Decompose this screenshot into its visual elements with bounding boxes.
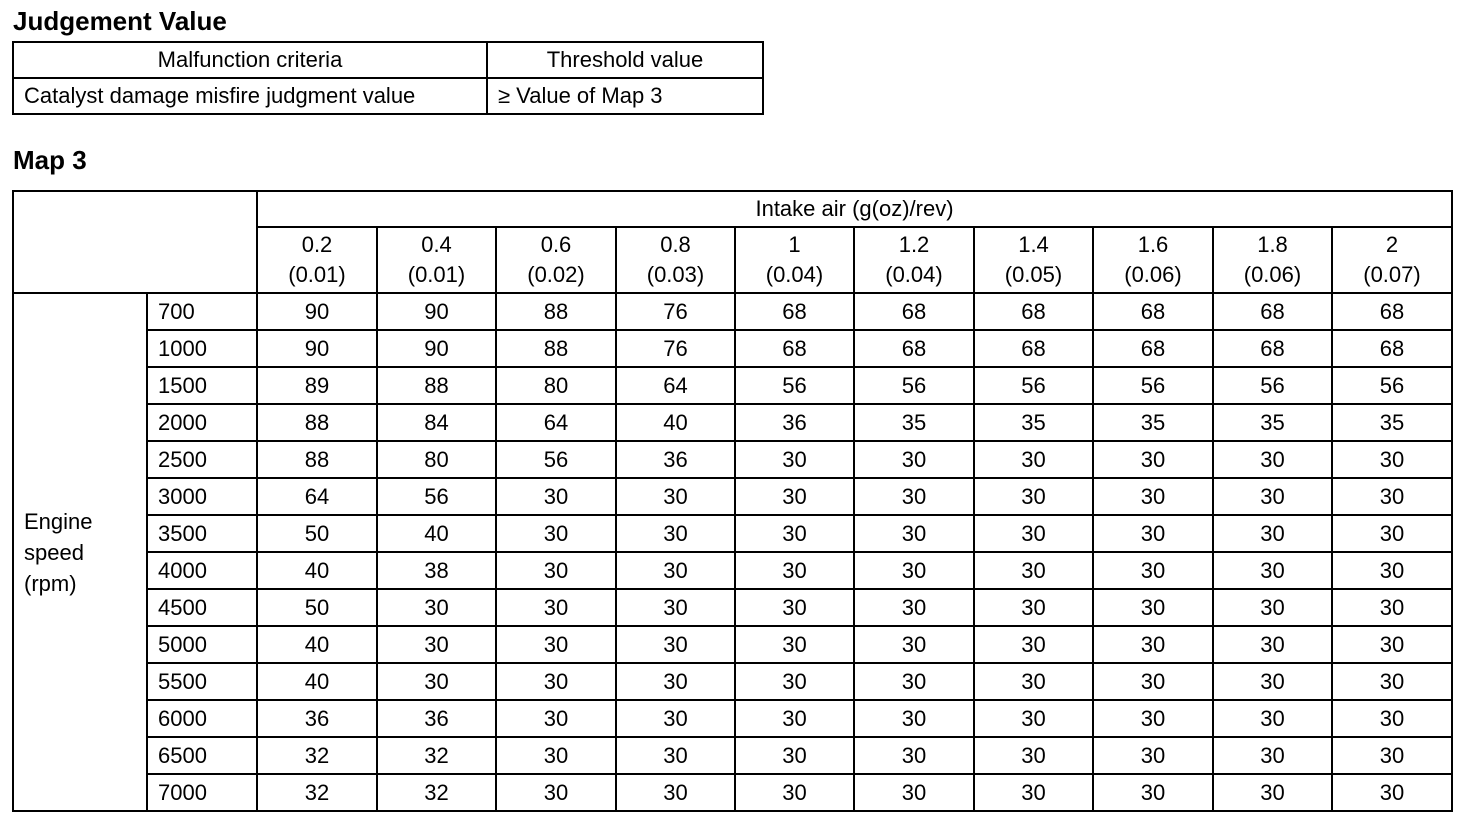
- table-row: [13, 367, 1452, 404]
- rpm-cell: 3500: [147, 515, 257, 552]
- intake-air-column-header: [496, 227, 616, 293]
- engine-speed-label: [13, 293, 147, 811]
- value-cell: 30: [735, 663, 854, 700]
- value-cell: 30: [1093, 589, 1213, 626]
- value-cell: 56: [974, 367, 1093, 404]
- value-cell: 90: [257, 293, 377, 330]
- value-cell: 30: [496, 478, 616, 515]
- value-cell: 68: [854, 330, 974, 367]
- value-cell: 80: [496, 367, 616, 404]
- value-cell: 30: [974, 737, 1093, 774]
- table-row: [13, 626, 1452, 663]
- value-cell: 68: [1093, 293, 1213, 330]
- intake-air-oz-value: (0.04): [885, 262, 943, 287]
- value-cell: 35: [974, 404, 1093, 441]
- intake-air-value: 0.8: [660, 232, 691, 257]
- value-cell: 40: [257, 663, 377, 700]
- value-cell: 30: [974, 589, 1093, 626]
- value-cell: 88: [257, 404, 377, 441]
- value-cell: 84: [377, 404, 496, 441]
- engine-speed-label-line: speed: [24, 539, 84, 565]
- value-cell: 88: [257, 441, 377, 478]
- value-cell: 30: [616, 663, 735, 700]
- value-cell: 88: [496, 330, 616, 367]
- rpm-cell: 6000: [147, 700, 257, 737]
- value-cell: 30: [974, 663, 1093, 700]
- intake-air-value: 2: [1385, 232, 1399, 257]
- rpm-cell: 1000: [147, 330, 257, 367]
- value-cell: 30: [735, 700, 854, 737]
- value-cell: 90: [377, 330, 496, 367]
- value-cell: 56: [1332, 367, 1452, 404]
- value-cell: 88: [377, 367, 496, 404]
- value-cell: 30: [496, 774, 616, 811]
- value-cell: 30: [496, 663, 616, 700]
- value-cell: 68: [974, 293, 1093, 330]
- intake-air-value: 0.6: [540, 232, 572, 257]
- value-cell: 30: [1093, 626, 1213, 663]
- intake-air-value: 1: [788, 232, 801, 257]
- rpm-cell: 3000: [147, 478, 257, 515]
- map-header-row-1: [13, 191, 1452, 227]
- threshold-value-cell: ≥ Value of Map 3: [487, 78, 763, 114]
- value-cell: 30: [1332, 441, 1452, 478]
- value-cell: 38: [377, 552, 496, 589]
- intake-air-oz-value: (0.02): [527, 262, 585, 287]
- intake-air-header: Intake air (g(oz)/rev): [257, 191, 1452, 227]
- value-cell: 30: [1213, 441, 1332, 478]
- value-cell: 30: [974, 774, 1093, 811]
- judgement-header-row: [13, 42, 763, 78]
- intake-air-value: 1.8: [1257, 232, 1288, 257]
- value-cell: 30: [496, 589, 616, 626]
- value-cell: 30: [1213, 478, 1332, 515]
- value-cell: 56: [854, 367, 974, 404]
- value-cell: 64: [257, 478, 377, 515]
- value-cell: 40: [616, 404, 735, 441]
- value-cell: 30: [854, 589, 974, 626]
- value-cell: 68: [854, 293, 974, 330]
- intake-air-oz-value: (0.07): [1363, 262, 1421, 287]
- rpm-cell: 4500: [147, 589, 257, 626]
- rpm-cell: 5000: [147, 626, 257, 663]
- value-cell: 36: [257, 700, 377, 737]
- value-cell: 30: [1093, 441, 1213, 478]
- value-cell: 30: [1332, 478, 1452, 515]
- judgement-table: [12, 41, 764, 115]
- value-cell: 30: [496, 552, 616, 589]
- value-cell: 76: [616, 293, 735, 330]
- value-cell: 30: [616, 552, 735, 589]
- rpm-cell: 7000: [147, 774, 257, 811]
- value-cell: 30: [854, 700, 974, 737]
- value-cell: 30: [616, 515, 735, 552]
- value-cell: 68: [1213, 293, 1332, 330]
- intake-air-oz-value: (0.04): [765, 262, 824, 287]
- intake-air-value: 1.2: [898, 232, 930, 257]
- rpm-cell: 6500: [147, 737, 257, 774]
- table-row: [13, 515, 1452, 552]
- intake-air-value: 0.4: [421, 232, 452, 257]
- value-cell: 30: [496, 700, 616, 737]
- value-cell: 68: [1213, 330, 1332, 367]
- value-cell: 30: [735, 774, 854, 811]
- map-body: [13, 293, 1452, 811]
- value-cell: 30: [854, 441, 974, 478]
- table-row: [13, 589, 1452, 626]
- table-row: [13, 478, 1452, 515]
- value-cell: 30: [616, 478, 735, 515]
- value-cell: 50: [257, 515, 377, 552]
- value-cell: 56: [1093, 367, 1213, 404]
- value-cell: 35: [1332, 404, 1452, 441]
- value-cell: 40: [257, 626, 377, 663]
- value-cell: 30: [974, 700, 1093, 737]
- rpm-cell: 1500: [147, 367, 257, 404]
- intake-air-column-header: [735, 227, 854, 293]
- value-cell: 30: [854, 737, 974, 774]
- map-corner-cell: [13, 191, 257, 293]
- value-cell: 30: [1332, 626, 1452, 663]
- intake-air-column-header: [1332, 227, 1452, 293]
- value-cell: 30: [974, 478, 1093, 515]
- value-cell: 30: [1332, 589, 1452, 626]
- value-cell: 68: [735, 330, 854, 367]
- table-row: [13, 441, 1452, 478]
- value-cell: 30: [1332, 737, 1452, 774]
- threshold-value-header: Threshold value: [487, 42, 763, 78]
- intake-air-value: 1.6: [1137, 232, 1169, 257]
- value-cell: 68: [1093, 330, 1213, 367]
- rpm-cell: 2500: [147, 441, 257, 478]
- value-cell: 32: [377, 737, 496, 774]
- value-cell: 89: [257, 367, 377, 404]
- map-3-table: [12, 190, 1453, 812]
- value-cell: 68: [974, 330, 1093, 367]
- value-cell: 35: [854, 404, 974, 441]
- value-cell: 30: [735, 515, 854, 552]
- intake-air-oz-value: (0.06): [1243, 262, 1302, 287]
- value-cell: 30: [1213, 589, 1332, 626]
- table-row: [13, 663, 1452, 700]
- table-row: [13, 552, 1452, 589]
- value-cell: 90: [377, 293, 496, 330]
- value-cell: 30: [854, 663, 974, 700]
- table-row: [13, 737, 1452, 774]
- value-cell: 68: [735, 293, 854, 330]
- rpm-cell: 700: [147, 293, 257, 330]
- value-cell: 30: [1093, 478, 1213, 515]
- value-cell: 30: [974, 515, 1093, 552]
- rpm-cell: 5500: [147, 663, 257, 700]
- value-cell: 68: [1332, 293, 1452, 330]
- value-cell: 30: [854, 774, 974, 811]
- value-cell: 35: [1093, 404, 1213, 441]
- value-cell: 40: [257, 552, 377, 589]
- value-cell: 30: [735, 441, 854, 478]
- intake-air-value: 0.2: [301, 232, 333, 257]
- intake-air-oz-value: (0.01): [288, 262, 346, 287]
- value-cell: 32: [377, 774, 496, 811]
- value-cell: 30: [974, 626, 1093, 663]
- value-cell: 88: [496, 293, 616, 330]
- value-cell: 30: [1213, 700, 1332, 737]
- value-cell: 30: [735, 626, 854, 663]
- judgement-value-title: Judgement Value: [13, 6, 227, 36]
- value-cell: 30: [735, 737, 854, 774]
- value-cell: 36: [616, 441, 735, 478]
- intake-air-column-header: [1213, 227, 1332, 293]
- value-cell: 90: [257, 330, 377, 367]
- malfunction-criteria-header: Malfunction criteria: [13, 42, 487, 78]
- value-cell: 30: [1093, 552, 1213, 589]
- value-cell: 30: [1332, 700, 1452, 737]
- value-cell: 30: [616, 700, 735, 737]
- value-cell: 30: [496, 515, 616, 552]
- value-cell: 30: [1093, 737, 1213, 774]
- value-cell: 30: [854, 515, 974, 552]
- table-row: [13, 293, 1452, 330]
- value-cell: 30: [735, 589, 854, 626]
- value-cell: 32: [257, 774, 377, 811]
- value-cell: 30: [616, 774, 735, 811]
- rpm-cell: 4000: [147, 552, 257, 589]
- value-cell: 30: [1213, 737, 1332, 774]
- table-row: [13, 330, 1452, 367]
- intake-air-oz-value: (0.03): [646, 262, 705, 287]
- value-cell: 30: [1213, 774, 1332, 811]
- value-cell: 30: [1332, 515, 1452, 552]
- value-cell: 30: [974, 441, 1093, 478]
- table-row: [13, 700, 1452, 737]
- value-cell: 30: [377, 589, 496, 626]
- value-cell: 56: [1213, 367, 1332, 404]
- intake-air-column-header: [377, 227, 496, 293]
- value-cell: 68: [1332, 330, 1452, 367]
- value-cell: 30: [735, 552, 854, 589]
- intake-air-column-header: [1093, 227, 1213, 293]
- value-cell: 30: [377, 663, 496, 700]
- intake-air-oz-value: (0.06): [1124, 262, 1182, 287]
- value-cell: 80: [377, 441, 496, 478]
- value-cell: 30: [1093, 515, 1213, 552]
- value-cell: 30: [1093, 700, 1213, 737]
- value-cell: 64: [616, 367, 735, 404]
- intake-air-value: 1.4: [1018, 232, 1049, 257]
- value-cell: 30: [1213, 552, 1332, 589]
- value-cell: 36: [377, 700, 496, 737]
- value-cell: 30: [1093, 774, 1213, 811]
- intake-air-oz-value: (0.01): [407, 262, 466, 287]
- intake-air-oz-value: (0.05): [1004, 262, 1063, 287]
- engine-speed-label-line: (rpm): [24, 570, 77, 596]
- table-row: [13, 404, 1452, 441]
- value-cell: 35: [1213, 404, 1332, 441]
- value-cell: 30: [1332, 663, 1452, 700]
- value-cell: 30: [496, 626, 616, 663]
- value-cell: 30: [1332, 774, 1452, 811]
- value-cell: 64: [496, 404, 616, 441]
- value-cell: 30: [1213, 663, 1332, 700]
- malfunction-criteria-cell: Catalyst damage misfire judgment value: [13, 78, 487, 114]
- value-cell: 30: [1213, 515, 1332, 552]
- value-cell: 56: [735, 367, 854, 404]
- value-cell: 40: [377, 515, 496, 552]
- value-cell: 30: [854, 626, 974, 663]
- value-cell: 36: [735, 404, 854, 441]
- map-3-title: Map 3: [13, 145, 87, 175]
- value-cell: 30: [377, 626, 496, 663]
- value-cell: 30: [735, 478, 854, 515]
- value-cell: 30: [974, 552, 1093, 589]
- table-row: [13, 774, 1452, 811]
- intake-air-column-header: [257, 227, 377, 293]
- value-cell: 30: [854, 478, 974, 515]
- engine-speed-label-line: Engine: [24, 508, 93, 534]
- value-cell: 30: [616, 589, 735, 626]
- value-cell: 30: [854, 552, 974, 589]
- rpm-cell: 2000: [147, 404, 257, 441]
- value-cell: 30: [1332, 552, 1452, 589]
- value-cell: 76: [616, 330, 735, 367]
- judgement-row: [13, 78, 763, 114]
- value-cell: 56: [377, 478, 496, 515]
- intake-air-column-header: [974, 227, 1093, 293]
- value-cell: 30: [616, 737, 735, 774]
- intake-air-column-header: [854, 227, 974, 293]
- intake-air-column-header: [616, 227, 735, 293]
- value-cell: 50: [257, 589, 377, 626]
- value-cell: 30: [1213, 626, 1332, 663]
- value-cell: 30: [1093, 663, 1213, 700]
- value-cell: 30: [496, 737, 616, 774]
- value-cell: 30: [616, 626, 735, 663]
- value-cell: 32: [257, 737, 377, 774]
- value-cell: 56: [496, 441, 616, 478]
